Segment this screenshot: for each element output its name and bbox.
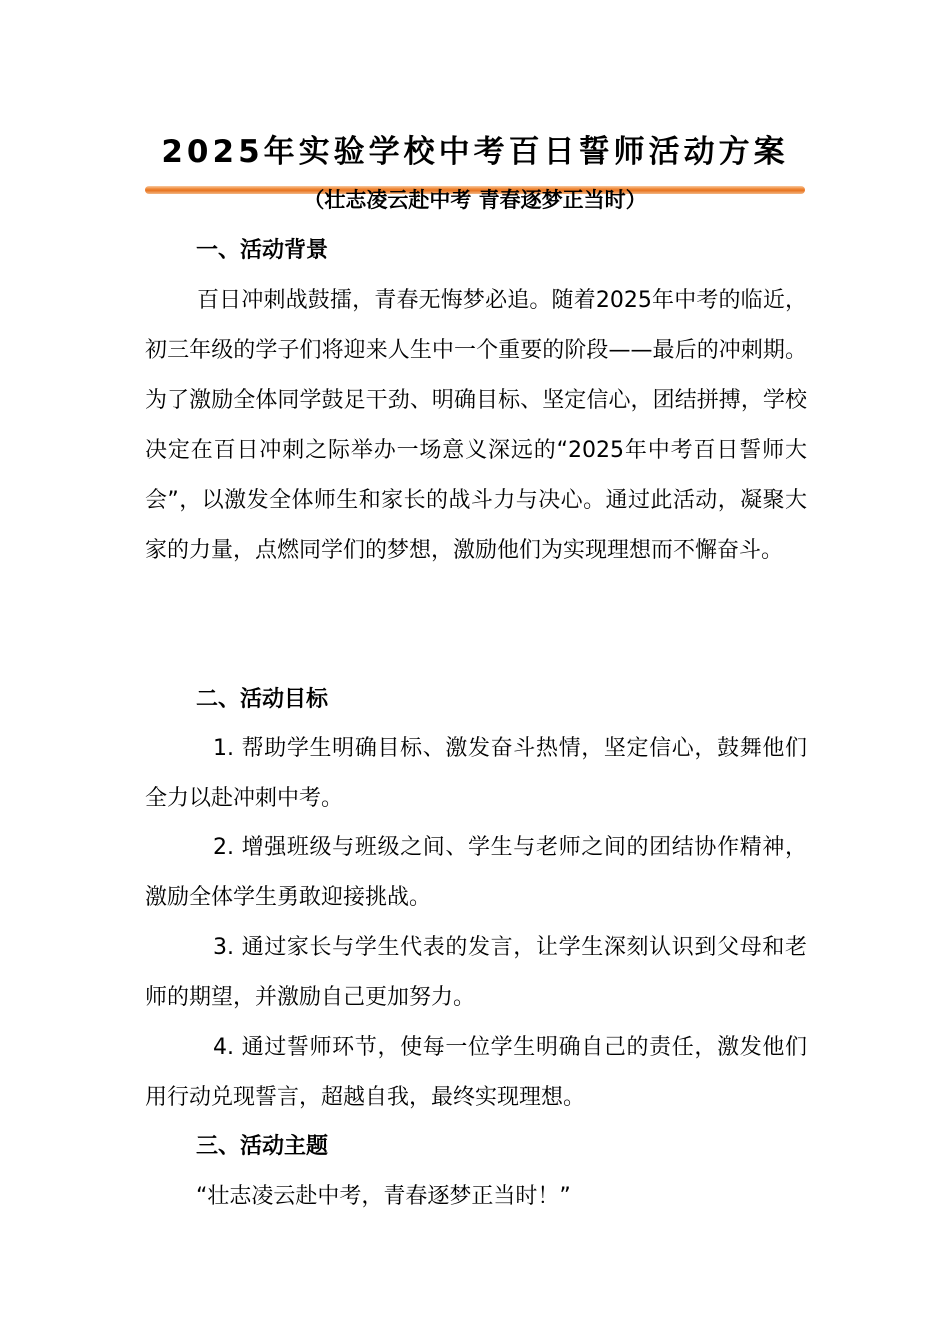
goal-item-1: 1. 帮助学生明确目标、激发奋斗热情，坚定信心，鼓舞他们全力以赴冲刺中考。 <box>145 736 807 811</box>
document-subtitle: （壮志凌云赴中考 青春逐梦正当时） <box>303 188 647 212</box>
background-paragraph: 百日冲刺战鼓擂，青春无悔梦必追。随着2025年中考的临近，初三年级的学子们将迎来人生中一个重要的阶段——最后的冲刺期。为了激励全体同学鼓足干劲、明确目标、坚定信心，团结拼搏，学校决定在百日冲刺之际举办一场意义深远的“2025年中考百日誓师大会”，以激发全体师生和家长的战斗力与决心。通过此活动，凝聚大家的力量，点燃同学们的梦想，激励他们为实现理想而不懈奋斗。 <box>145 288 807 563</box>
goal-item-4: 4. 通过誓师环节，使每一位学生明确自己的责任，激发他们用行动兑现誓言，超越自我，最终实现理想。 <box>145 1035 807 1110</box>
goal-item-2: 2. 增强班级与班级之间、学生与老师之间的团结协作精神，激励全体学生勇敢迎接挑战。 <box>145 835 807 910</box>
section-heading-background: 一、活动背景 <box>196 238 329 263</box>
section-heading-goals: 二、活动目标 <box>196 687 329 712</box>
goal-item-3: 3. 通过家长与学生代表的发言，让学生深刻认识到父母和老师的期望，并激励自己更加努力。 <box>145 935 807 1010</box>
theme-slogan: “壮志凌云赴中考，青春逐梦正当时！” <box>196 1184 571 1209</box>
document-title: 2025年实验学校中考百日誓师活动方案 <box>161 134 789 170</box>
section-heading-theme: 三、活动主题 <box>196 1134 329 1159</box>
